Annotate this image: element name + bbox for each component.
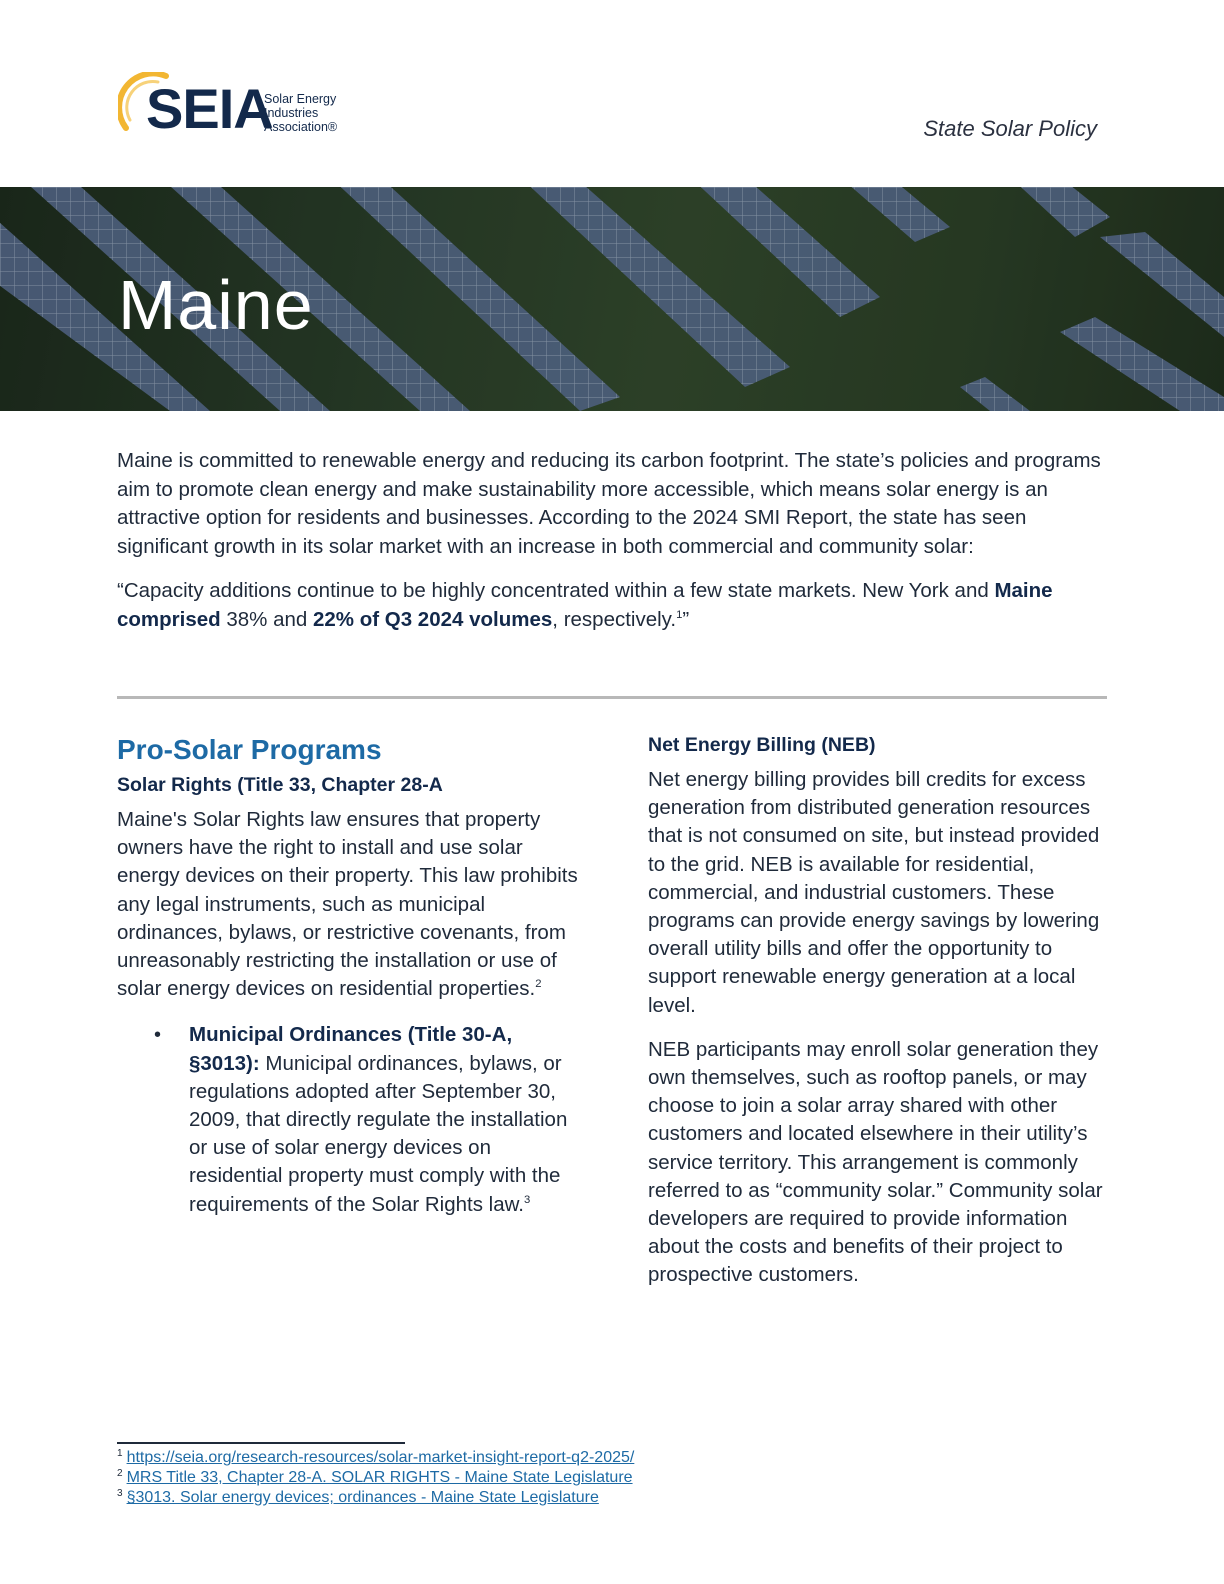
neb-paragraph-1: Net energy billing provides bill credits for excess generation from distributed generation resources that is not consumed on site, but instead provided to the grid. NEB is available for residential, commercial, and industrial customers. These programs can provide energy savings by lowering overall utility bills and offer the opportunity to support renewable energy generation at a local level. [648, 768, 1100, 1017]
footnote-ref[interactable]: 2 [535, 978, 542, 991]
seia-logo [118, 72, 348, 142]
solar-rights-paragraph: Maine's Solar Rights law ensures that property owners have the right to install and use solar energy devices on their property. This law prohibits any legal instruments, such as municipal ordinances, bylaws, or restrictive covenants, from unreasonably restricting the installation or use of solar energy devices on residential properties.$^2$ [117, 808, 578, 1001]
bullet-marker: • [154, 1024, 162, 1047]
intro-paragraph: Maine is committed to renewable energy and reducing its carbon footprint. The state’s policies and programs aim to promote clean energy and make sustainability more accessible, which means solar energy is an attractive option for residents and businesses. According to the 2024 SMI Report, the state has seen significant growth in its solar market with an increase in both commercial and community solar: [117, 449, 1101, 558]
list-item: • Municipal Ordinances (Title 30-A, §3013): Municipal ordinances, bylaws, or regulations adopted after September 30, 2009, that directly regulate the installation or use of solar energy devices on residential property must comply with the requirements of the Solar Rights law.$^3$ [154, 1023, 568, 1216]
footnote-ref[interactable]: 3 [524, 1193, 531, 1206]
footnote-link-2[interactable]: MRS Title 33, Chapter 28-A. SOLAR RIGHTS - Maine State Legislature [126, 1469, 633, 1486]
footnote-rule [117, 1442, 405, 1444]
solar-rights-heading: Solar Rights (Title 33, Chapter 28-A [117, 774, 443, 796]
footnote-1: $^1$ https://seia.org/research-resources/solar-market-insight-report-q2-2025/ [117, 1447, 635, 1466]
footnotes [117, 1442, 1017, 1508]
footnote-link-1[interactable]: https://seia.org/research-resources/solar-market-insight-report-q2-2025/ [126, 1449, 635, 1466]
footnote-link-3[interactable]: §3013. Solar energy devices; ordinances - Maine State Legislature [126, 1489, 599, 1506]
logo-wordmark: SEIA [146, 77, 273, 140]
section-divider [117, 696, 1107, 699]
hero-banner [0, 187, 1224, 411]
intro-quote: “Capacity additions continue to be highly concentrated within a few state markets. New York and Maine comprised 38% and 22% of Q3 2024 volumes, respectively.$^1$” [117, 579, 1053, 631]
intro [117, 447, 1117, 650]
right-column [648, 732, 1118, 1306]
logo-subtitle: Solar Energy Industries Association® [264, 92, 338, 134]
header-tag: State Solar Policy [923, 116, 1097, 141]
bullet-list [117, 1021, 587, 1218]
page-title: Maine [118, 266, 314, 344]
footnote-3: $^3$ §3013. Solar energy devices; ordinances - Maine State Legislature [117, 1487, 599, 1506]
section-title: Pro-Solar Programs [117, 734, 382, 765]
footnote-ref[interactable]: 1 [676, 608, 683, 621]
left-column [117, 732, 587, 1219]
neb-paragraph-2: NEB participants may enroll solar generation they own themselves, such as rooftop panels, or may choose to join a solar array shared with other customers and located elsewhere in their utility’s service territory. This arrangement is commonly referred to as “community solar.” Community solar developers are required to provide information about the costs and benefits of their project to prospective customers. [648, 1037, 1103, 1287]
footnote-2: $^2$ MRS Title 33, Chapter 28-A. SOLAR RIGHTS - Maine State Legislature [117, 1467, 633, 1486]
neb-heading: Net Energy Billing (NEB) [648, 734, 876, 756]
